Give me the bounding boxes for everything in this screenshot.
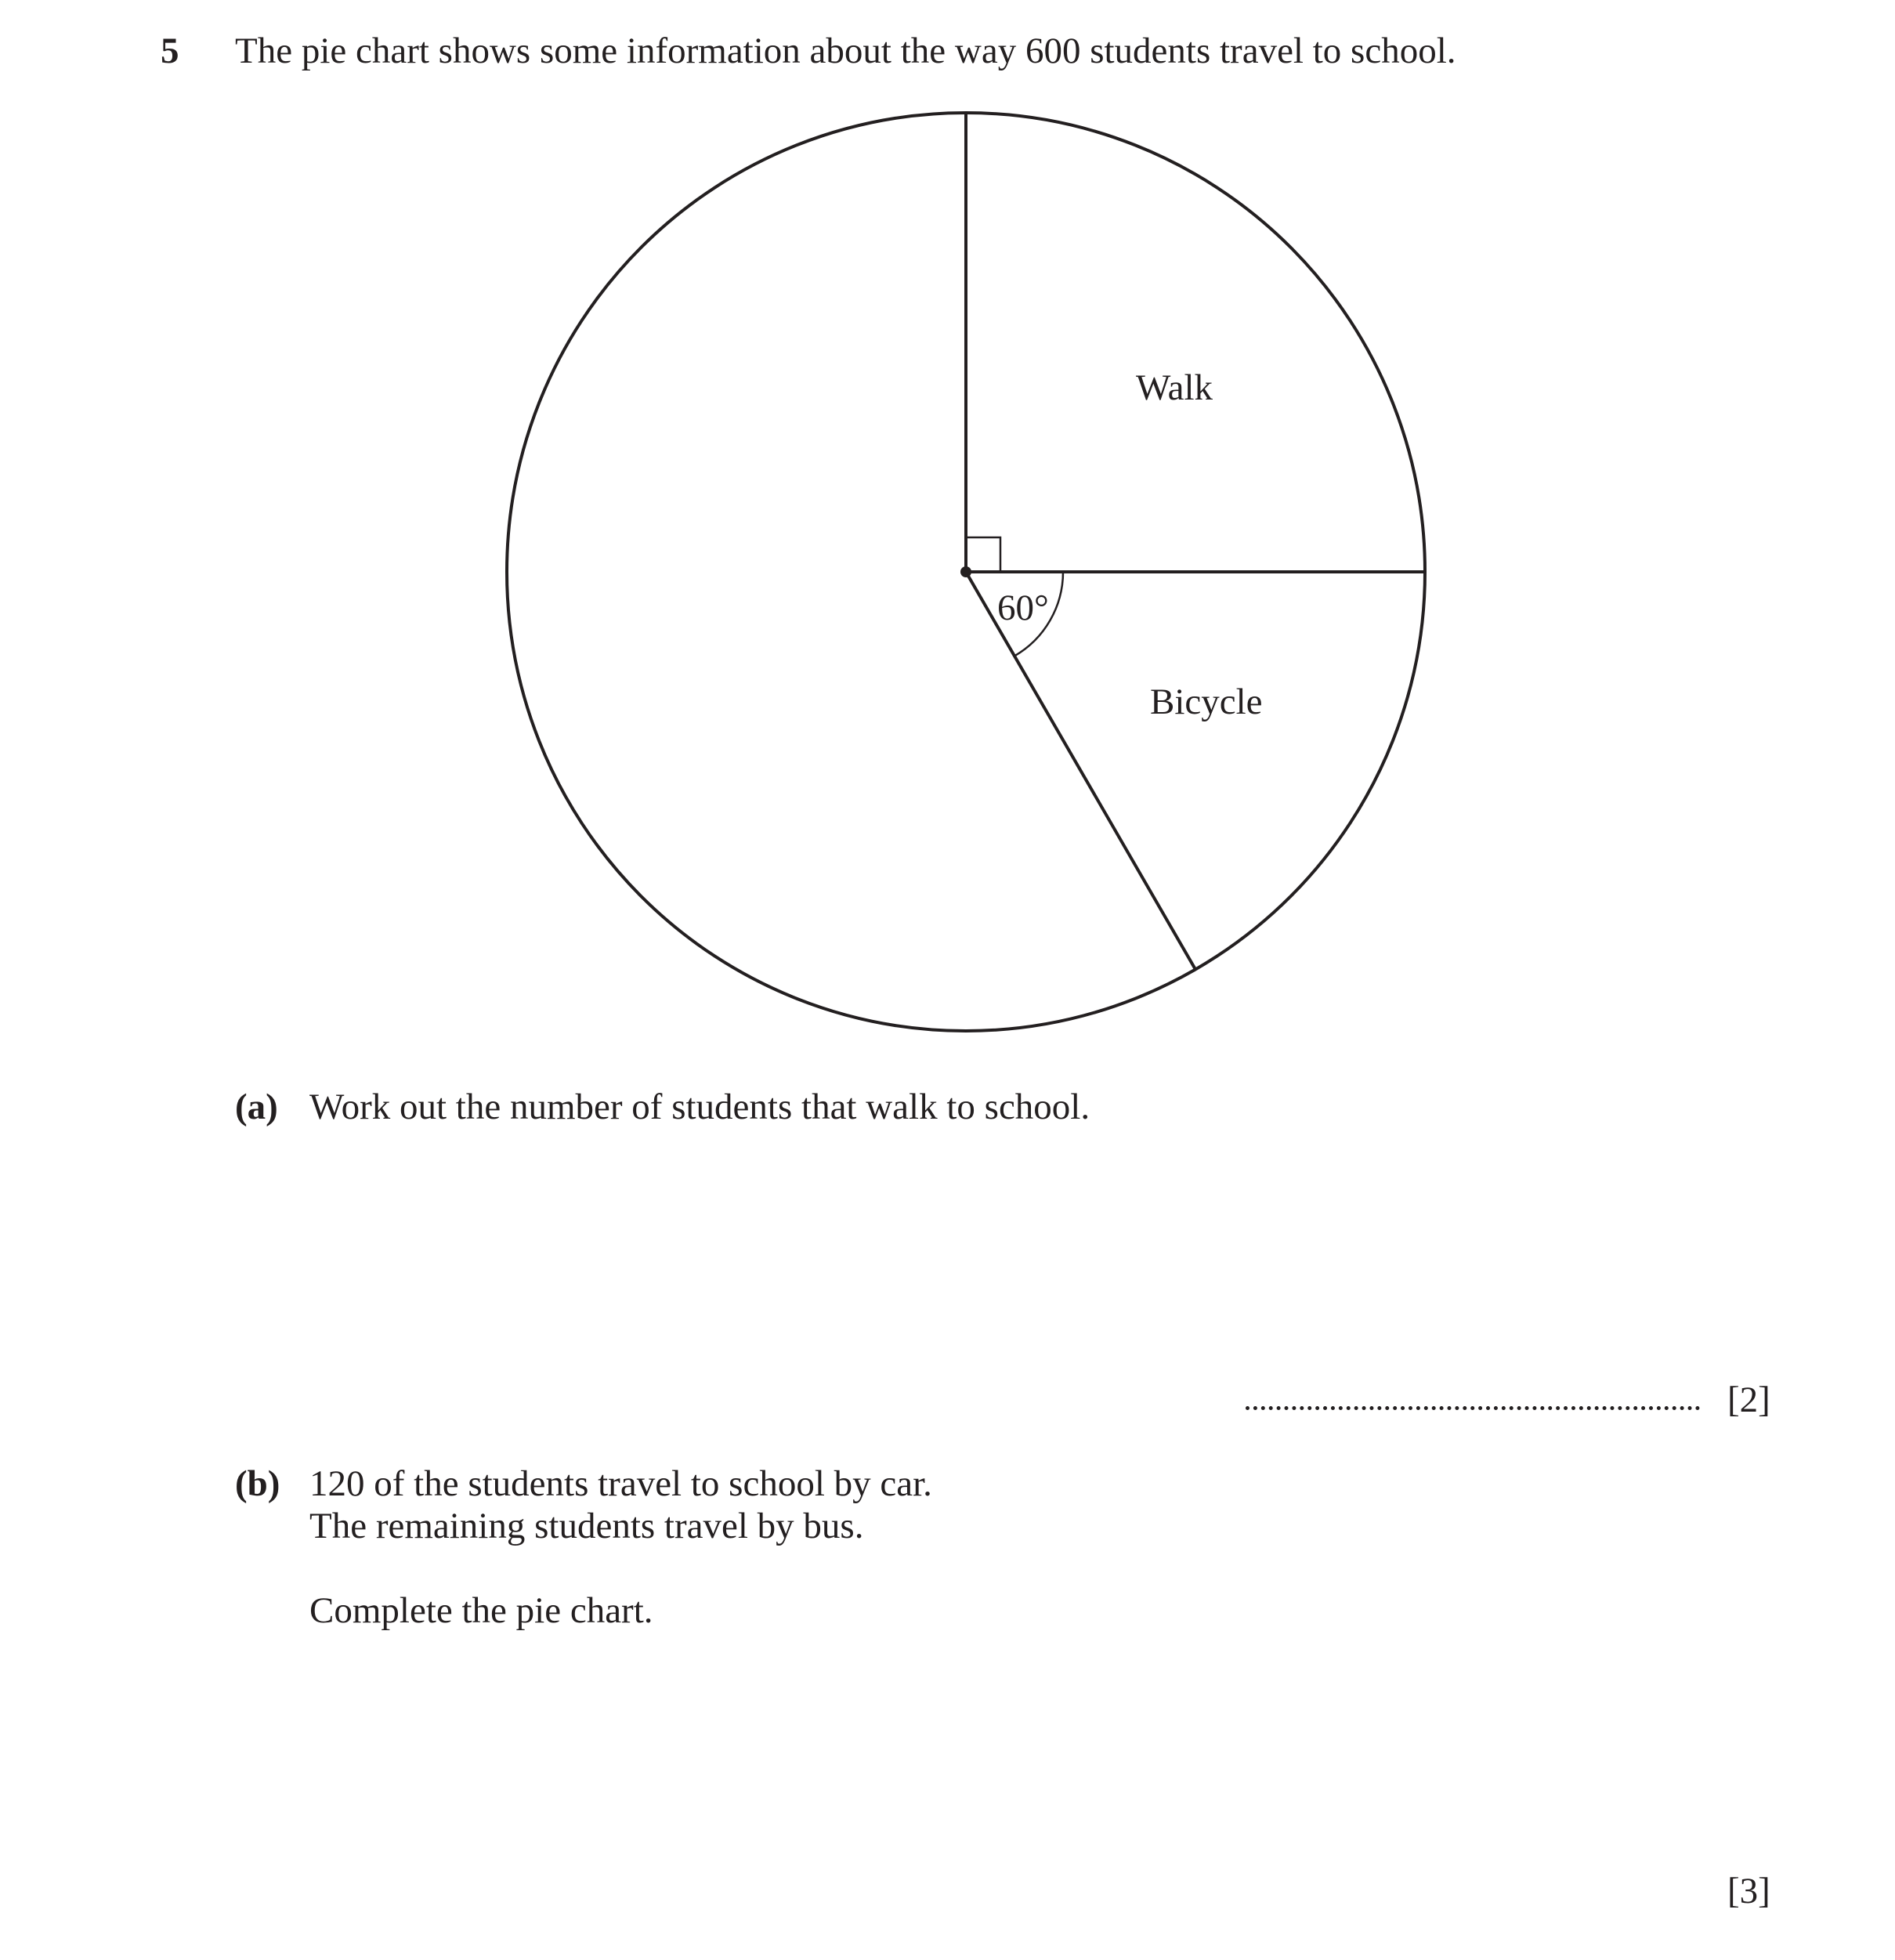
centre-point — [960, 566, 971, 577]
part-b-instruction: Complete the pie chart. — [309, 1590, 653, 1631]
part-a-answer-line[interactable] — [1246, 1406, 1700, 1410]
part-a-label: (a) — [235, 1087, 278, 1127]
question-number: 5 — [161, 31, 179, 71]
walk-label: Walk — [1136, 367, 1213, 408]
question-intro: The pie chart shows some information about the way 600 students travel to school. — [235, 31, 1456, 71]
part-b-line-1: 120 of the students travel to school by car. — [309, 1463, 932, 1504]
part-b-marks: [3] — [1727, 1871, 1770, 1911]
right-angle-marker — [966, 537, 1000, 572]
part-b-line-2: The remaining students travel by bus. — [309, 1506, 864, 1546]
part-a-text: Work out the number of students that walk to school. — [309, 1087, 1090, 1127]
part-b-label: (b) — [235, 1463, 280, 1504]
bicycle-angle-label: 60° — [997, 588, 1049, 628]
bicycle-end-radius — [966, 572, 1195, 970]
bicycle-label: Bicycle — [1150, 682, 1263, 722]
part-a-marks: [2] — [1727, 1380, 1770, 1420]
